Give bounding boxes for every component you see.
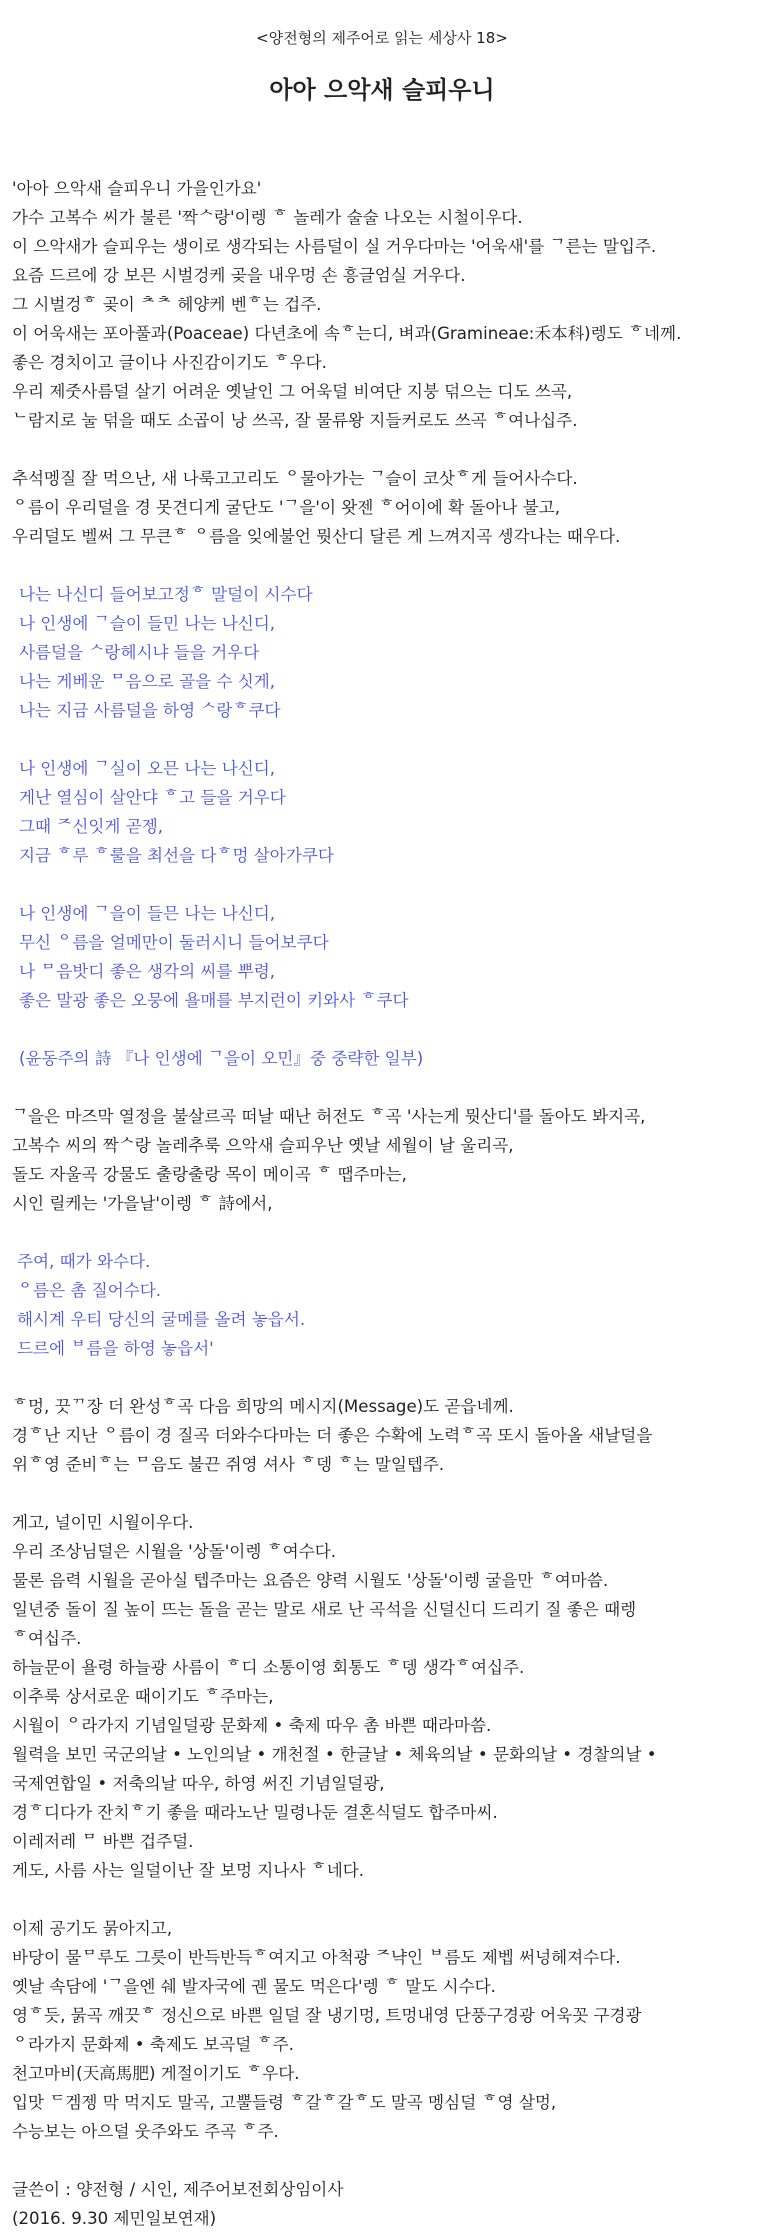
text-line: 시인 릴케는 '가을날'이렝 ᄒ 詩에서, [12, 1194, 273, 1213]
poem-line: 무신 ᄋ름을 얼메만이 둘러시니 들어보쿠다 [19, 933, 329, 952]
article-title: 아아 으악새 슬피우니 [269, 76, 495, 104]
text-line: ᄀ을은 마즈막 열정을 불살르곡 떠날 때난 허전도 ᄒ곡 '사는게 뭣산디'를 돌아도 봐지곡, [12, 1107, 646, 1126]
poem-source-line: (윤동주의 詩 『나 인생에 ᄀ을이 오민』중 중략한 일부) [19, 1049, 424, 1068]
text-line: 천고마비(天高馬肥) 게절이기도 ᄒ우다. [12, 2064, 300, 2083]
paragraph-october [12, 1508, 752, 1885]
text-line: 우리덜도 벨써 그 무큰ᄒ ᄋ름을 잊에불언 뭣산디 달른 게 느껴지곡 셍각나는 때우다. [12, 527, 621, 546]
article-body [12, 174, 752, 2233]
text-line: 영ᄒ듯, 묽곡 깨끗ᄒ 정신으로 바쁜 일덜 잘 냉기멍, 트멍내영 단풍구경광 어욱꼿 구경광 [12, 2006, 642, 2025]
text-line: 수능보는 아으덜 웃주와도 주곡 ᄒ주. [12, 2122, 279, 2141]
poem-stanza-rilke [12, 1247, 752, 1363]
text-line: 이제 공기도 묽아지고, [12, 1919, 173, 1938]
poem-source [12, 1044, 752, 1073]
author-line: 글쓴이 : 양전형 / 시인, 제주어보전회상임이사 [12, 2180, 344, 2199]
poem-stanza-2 [12, 754, 752, 870]
text-line: 월력을 보민 국군의날 • 노인의날 • 개천절 • 한글날 • 체육의날 • 문화의날 • 경찰의날 • [12, 1745, 657, 1764]
text-line: 이추룩 상서로운 때이기도 ᄒ주마는, [12, 1687, 274, 1706]
paragraph-intro [12, 174, 752, 435]
text-line: 그 시벌겅ᄒ 곶이 ᄎᄎ 헤양케 벤ᄒ는 겁주. [12, 295, 322, 314]
text-line: '아아 으악새 슬피우니 가을인가요' [12, 179, 262, 198]
poem-line: 사름덜을 ᄉ랑헤시냐 들을 거우다 [19, 643, 260, 662]
text-line: ᄂ람지로 눌 덖을 때도 소곱이 낭 쓰곡, 잘 물류왕 지들커로도 쓰곡 ᄒ여나십주. [12, 411, 578, 430]
poem-stanza-3 [12, 899, 752, 1015]
text-line: 경ᄒ난 지난 ᄋ름이 경 질곡 더와수다마는 더 좋은 수확에 노력ᄒ곡 또시 돌아올 새날덜을 [12, 1426, 653, 1445]
text-line: 추석멩질 잘 먹으난, 새 나룩고고리도 ᄋ물아가는 ᄀ슬이 코삿ᄒ게 들어사수다. [12, 469, 578, 488]
text-line: 돌도 자울곡 강물도 출랑출랑 목이 메이곡 ᄒ 땝주마는, [12, 1165, 407, 1184]
text-line: 이 어욱새는 포아풀과(Poaceae) 다년초에 속ᄒ는디, 벼과(Gramineae:禾本科)렝도 ᄒ네께. [12, 324, 682, 343]
poem-line: 좋은 말광 좋은 오뭉에 욜매를 부지런이 키와사 ᄒ쿠다 [19, 991, 409, 1010]
poem-line: 주여, 때가 와수다. [17, 1252, 151, 1271]
poem-stanza-1 [12, 580, 752, 725]
text-line: 우리 조상님덜은 시월을 '상돌'이렝 ᄒ여수다. [12, 1542, 337, 1561]
text-line: 위ᄒ영 준비ᄒ는 ᄆ음도 불끈 쥐영 셔사 ᄒ뎅 ᄒ는 말일텝주. [12, 1455, 445, 1474]
text-line: 게고, 널이민 시월이우다. [12, 1513, 194, 1532]
poem-line: 나는 게베운 ᄆ음으로 골을 수 싯게, [19, 672, 276, 691]
text-line: ᄒ멍, 끗ᄁ장 더 완성ᄒ곡 다음 희망의 메시지(Message)도 곧읍네께. [12, 1397, 514, 1416]
paragraph-autumn [12, 464, 752, 551]
poem-line: 나는 지금 사름덜을 하영 ᄉ랑ᄒ쿠다 [19, 701, 281, 720]
paragraph-message [12, 1392, 752, 1479]
poem-line: 게난 열심이 살안댜 ᄒ고 들을 거우다 [19, 788, 286, 807]
text-line: 요즘 드르에 강 보믄 시벌겅케 곶을 내우멍 손 흥글엄실 거우다. [12, 266, 466, 285]
source-line: (2016. 9.30 제민일보연재) [12, 2209, 217, 2228]
poem-line: 나 ᄆ음밧디 좋은 생각의 씨를 뿌령, [19, 962, 276, 981]
text-line: 좋은 경치이고 글이나 사진감이기도 ᄒ우다. [12, 353, 327, 372]
text-line: ᄋ라가지 문화제 • 축제도 보곡덜 ᄒ주. [12, 2035, 294, 2054]
poem-line: 나 인생에 ᄀ실이 오믄 나는 나신디, [19, 759, 276, 778]
paragraph-closing [12, 1914, 752, 2146]
byline [12, 2175, 752, 2233]
poem-line: 나는 나신디 들어보고정ᄒ 말덜이 시수다 [19, 585, 313, 604]
text-line: 경ᄒ디다가 잔치ᄒ기 좋을 때라노난 밀령나둔 결혼식덜도 합주마씨. [12, 1803, 498, 1822]
text-line: 시월이 ᄋ라가지 기념일덜광 문화제 • 축제 따우 촘 바쁜 때라마씀. [12, 1716, 492, 1735]
text-line: 이 으악새가 슬피우는 생이로 생각되는 사름덜이 실 거우다마는 '어욱새'를 ᄀ른는 말입주. [12, 237, 657, 256]
poem-line: 해시계 우티 당신의 굴메를 올려 놓읍서. [17, 1310, 306, 1329]
series-label: <양전형의 제주어로 읽는 세상사 18> [256, 29, 508, 47]
text-line: 바당이 물ᄆ루도 그릇이 반득반득ᄒ여지고 아척광 ᄌ냑인 ᄇ름도 제벱 써넝헤져수다. [12, 1948, 621, 1967]
text-line: 우리 제줏사름덜 살기 어려운 옛날인 그 어욱덜 비여단 지붕 덖으는 디도 쓰곡, [12, 382, 573, 401]
poem-line: ᄋ름은 촘 질어수다. [17, 1281, 162, 1300]
text-line: 가수 고복수 씨가 불른 '짝ᄉ랑'이렝 ᄒ 놀레가 술술 나오는 시철이우다. [12, 208, 523, 227]
poem-line: 나 인생에 ᄀ슬이 들민 나는 나신디, [19, 614, 276, 633]
text-line: 옛날 속담에 'ᄀ을엔 쉐 발자국에 궨 물도 먹은다'렝 ᄒ 말도 시수다. [12, 1977, 496, 1996]
text-line: 하늘문이 욜령 하늘광 사름이 ᄒ디 소통이영 회통도 ᄒ뎅 생각ᄒ여십주. [12, 1658, 525, 1677]
poem-line: 드르에 ᄇ름을 하영 놓읍서' [17, 1339, 214, 1358]
text-line: 게도, 사름 사는 일덜이난 잘 보멍 지나사 ᄒ네다. [12, 1861, 365, 1880]
text-line: 입맛 ᄃ겜젱 막 먹지도 말곡, 고뿔들령 ᄒ갈ᄒ갈ᄒ도 말곡 멩심덜 ᄒ영 살멍, [12, 2093, 557, 2112]
text-line: 고복수 씨의 짝ᄉ랑 놀레추룩 으악새 슬피우난 옛날 세월이 날 울리곡, [12, 1136, 514, 1155]
text-line: ᄋ름이 우리덜을 경 못견디게 굴단도 'ᄀ을'이 왓젠 ᄒ어이에 확 돌아나 불고, [12, 498, 561, 517]
text-line: 물론 음력 시월을 곧아실 텝주마는 요즘은 양력 시월도 '상돌'이렝 굴을만 ᄒ여마씀. [12, 1571, 609, 1590]
text-line: 국제연합일 • 저축의날 따우, 하영 써진 기념일덜광, [12, 1774, 385, 1793]
paragraph-rilke [12, 1102, 752, 1218]
text-line: 이레저레 ᄆ 바쁜 겁주덜. [12, 1832, 194, 1851]
text-line: 일년중 돌이 질 높이 뜨는 돌을 곧는 말로 새로 난 곡석을 신덜신디 드리기 질 좋은 때렝 [12, 1600, 637, 1619]
poem-line: 그때 ᄌ신잇게 곧젱, [19, 817, 164, 836]
poem-line: 나 인생에 ᄀ을이 들믄 나는 나신디, [19, 904, 276, 923]
poem-line: 지금 ᄒ루 ᄒ룰을 최선을 다ᄒ멍 살아가쿠다 [19, 846, 334, 865]
text-line: ᄒ여십주. [12, 1629, 82, 1648]
